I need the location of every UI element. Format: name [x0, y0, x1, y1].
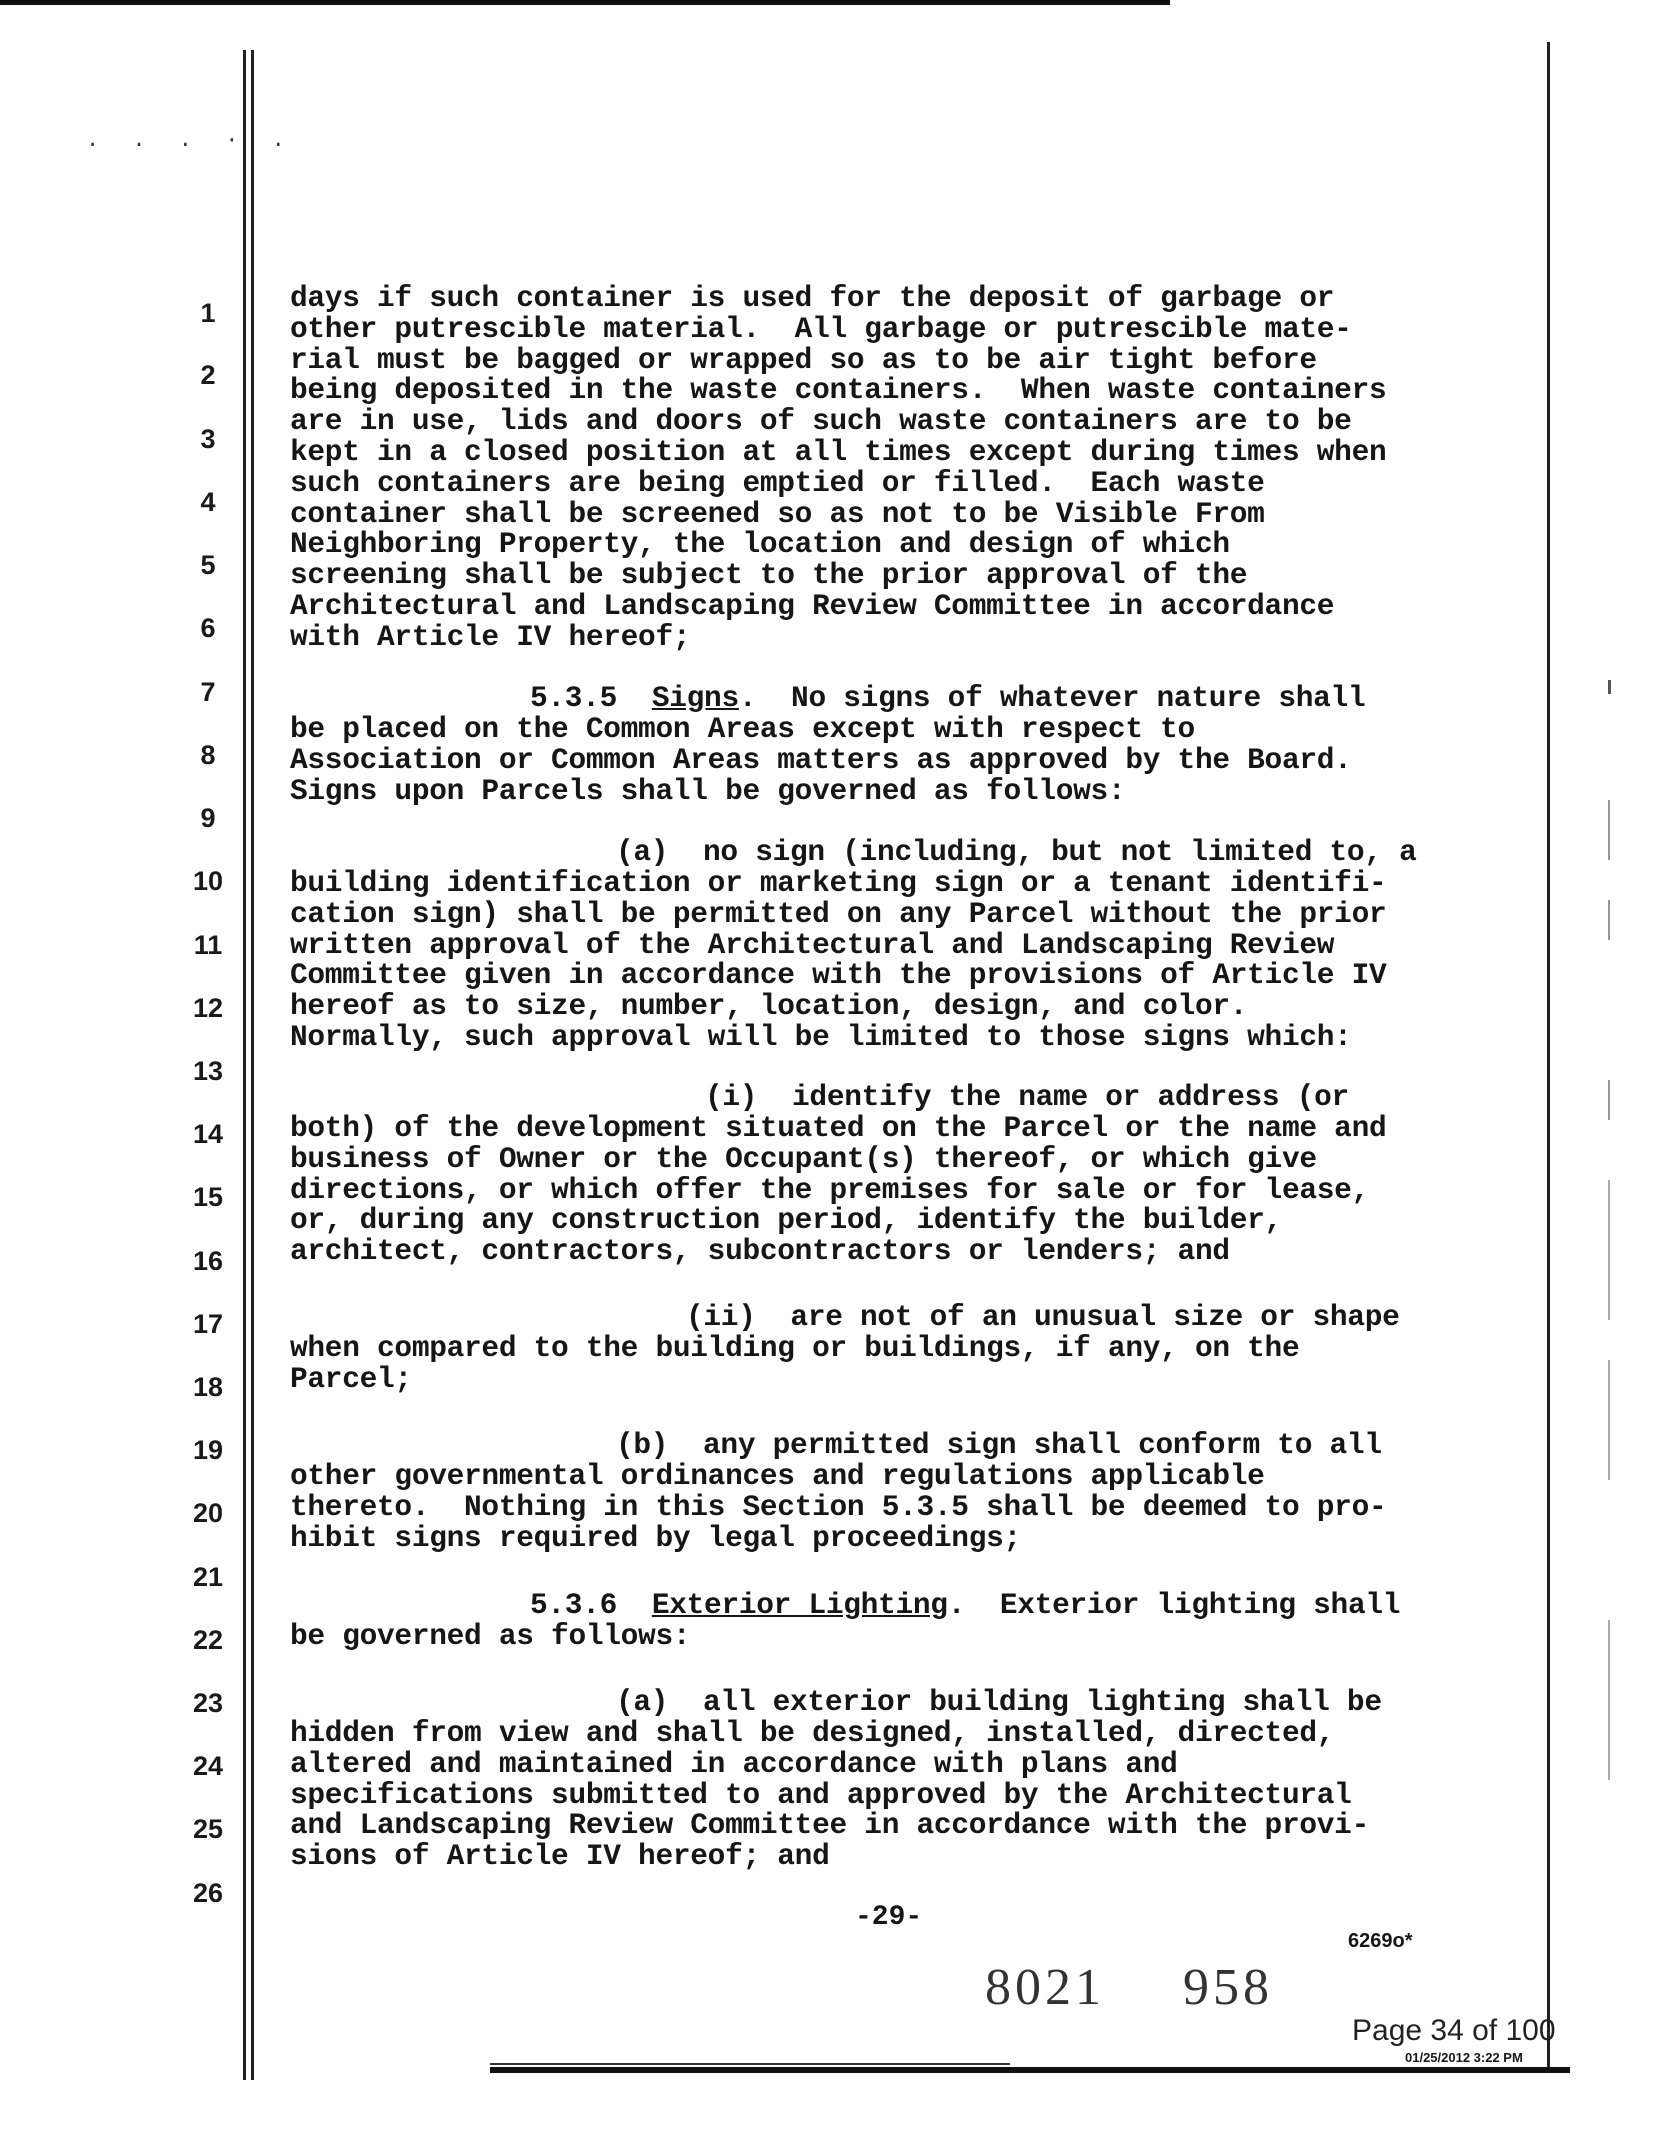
line-number: 13	[192, 1056, 224, 1086]
line-number: 20	[192, 1498, 224, 1528]
page-number: -29-	[855, 1902, 923, 1933]
line-number: 23	[192, 1688, 224, 1718]
line-number: 12	[192, 993, 224, 1023]
section-number: 5.3.6	[530, 1588, 618, 1622]
line-number: 9	[200, 803, 216, 833]
line-number: 1	[200, 298, 216, 328]
line-number: 16	[192, 1246, 224, 1276]
scan-mark	[1608, 1080, 1610, 1120]
line-number: 2	[200, 360, 216, 390]
section-5-3-6-heading	[290, 1590, 1490, 1621]
section-title-exterior-lighting: Exterior Lighting	[651, 1588, 948, 1622]
section-text: . Exterior lighting shall	[947, 1588, 1401, 1622]
line-number: 6	[200, 613, 216, 643]
line-number: 19	[192, 1435, 224, 1465]
line-number: 4	[200, 487, 216, 517]
line-number: 11	[193, 930, 223, 960]
bottom-rule-thin	[490, 2063, 1010, 2065]
clause-i-heading	[290, 1082, 1490, 1113]
line-number: 17	[192, 1309, 224, 1339]
margin-rule-left-inner	[251, 50, 254, 2080]
clause-ii-body: when compared to the building or buildings, if any, on the Parcel;	[290, 1331, 1300, 1396]
line-number: 5	[200, 550, 216, 580]
paragraph-waste-containers: days if such container is used for the deposit of garbage or other putrescible material. All garbage or putrescible mate- rial must be bagged or wrapped so as to be air tight before being deposited in the waste containers. When waste containers are in use, lids and doors of such waste containers are to be kept in a closed position at all times except during times when such containers are being emptied or filled. Each waste container shall be screened so as not to be Visible From Neighboring Property, the location and design of which screening shall be subject to the prior approval of the Architectural and Landscaping Review Committee in accordance with Article IV hereof;	[290, 281, 1387, 654]
clause-a-first-line: (a) no sign (including, but not limited to, a	[616, 835, 1417, 869]
lighting-clause-a-first-line: (a) all exterior building lighting shall be	[616, 1685, 1382, 1719]
clause-i-first-line: (i) identify the name or address (or	[705, 1080, 1349, 1114]
line-number: 24	[192, 1751, 224, 1781]
top-rule	[0, 0, 1170, 5]
scan-mark	[1608, 680, 1611, 694]
clause-a-heading	[290, 837, 1490, 868]
line-number: 18	[192, 1372, 224, 1402]
reference-code: 6269o*	[1348, 1930, 1413, 1952]
line-number: 15	[192, 1182, 224, 1212]
section-title-signs: Signs	[651, 681, 739, 715]
scan-specks: . . . · .	[86, 128, 295, 153]
clause-ii-first-line: (ii) are not of an unusual size or shape	[686, 1300, 1400, 1334]
clause-i-body: both) of the development situated on the Parcel or the name and business of Owner or the Occupant(s) thereof, or which give directions, or which offer the premises for sale or for lease, or, during any construction period, identify the builder, architect, contractors, subcontractors or lenders; and	[290, 1111, 1387, 1269]
line-number: 26	[192, 1878, 224, 1908]
line-number: 25	[192, 1814, 224, 1844]
clause-b-body: other governmental ordinances and regulations applicable thereto. Nothing in this Section 5.3.5 shall be deemed to pro- hibit signs required by legal proceedings;	[290, 1459, 1387, 1555]
line-number: 22	[192, 1625, 224, 1655]
bottom-rule	[490, 2067, 1570, 2073]
line-number: 10	[192, 866, 224, 896]
section-number: 5.3.5	[530, 681, 618, 715]
lighting-clause-a-heading	[290, 1687, 1490, 1718]
section-5-3-6-body: be governed as follows:	[290, 1619, 691, 1653]
scan-mark	[1608, 900, 1610, 940]
line-number: 3	[200, 424, 216, 454]
page-count: Page 34 of 100	[1352, 2014, 1556, 2047]
margin-rule-left	[243, 50, 246, 2080]
clause-b-first-line: (b) any permitted sign shall conform to all	[616, 1428, 1382, 1462]
scan-mark	[1608, 800, 1610, 860]
line-number: 8	[200, 740, 216, 770]
scan-mark	[1608, 1180, 1610, 1320]
clause-ii-heading	[290, 1302, 1490, 1333]
line-number: 7	[200, 677, 216, 707]
section-5-3-5-body: be placed on the Common Areas except with respect to Association or Common Areas matters as approved by the Board. Signs upon Parcels shall be governed as follows:	[290, 712, 1352, 808]
recording-stamp-page: 958	[1183, 1959, 1273, 2016]
clause-a-body: building identification or marketing sign or a tenant identifi- cation sign) shall be permitted on any Parcel without the prior written approval of the Architectural and Landscaping Review Committee given in accordance with the provisions of Article IV hereof as to size, number, location, design, and color. Normally, such approval will be limited to those signs which:	[290, 866, 1387, 1054]
line-number: 21	[192, 1562, 224, 1592]
print-timestamp: 01/25/2012 3:22 PM	[1405, 2050, 1523, 2065]
section-text: . No signs of whatever nature shall	[738, 681, 1366, 715]
lighting-clause-a-body: hidden from view and shall be designed, installed, directed, altered and maintained in accordance with plans and specifications submitted to and approved by the Architectural and Landscaping Review Committee in accordance with the provi- sions of Article IV hereof; and	[290, 1716, 1369, 1874]
margin-rule-right	[1547, 42, 1550, 2072]
line-number: 14	[192, 1119, 224, 1149]
scan-mark	[1608, 1620, 1610, 1780]
recording-stamp-book: 8021	[985, 1959, 1105, 2016]
clause-b-heading	[290, 1430, 1490, 1461]
section-5-3-5-heading	[290, 683, 1490, 714]
scan-mark	[1608, 1360, 1610, 1480]
